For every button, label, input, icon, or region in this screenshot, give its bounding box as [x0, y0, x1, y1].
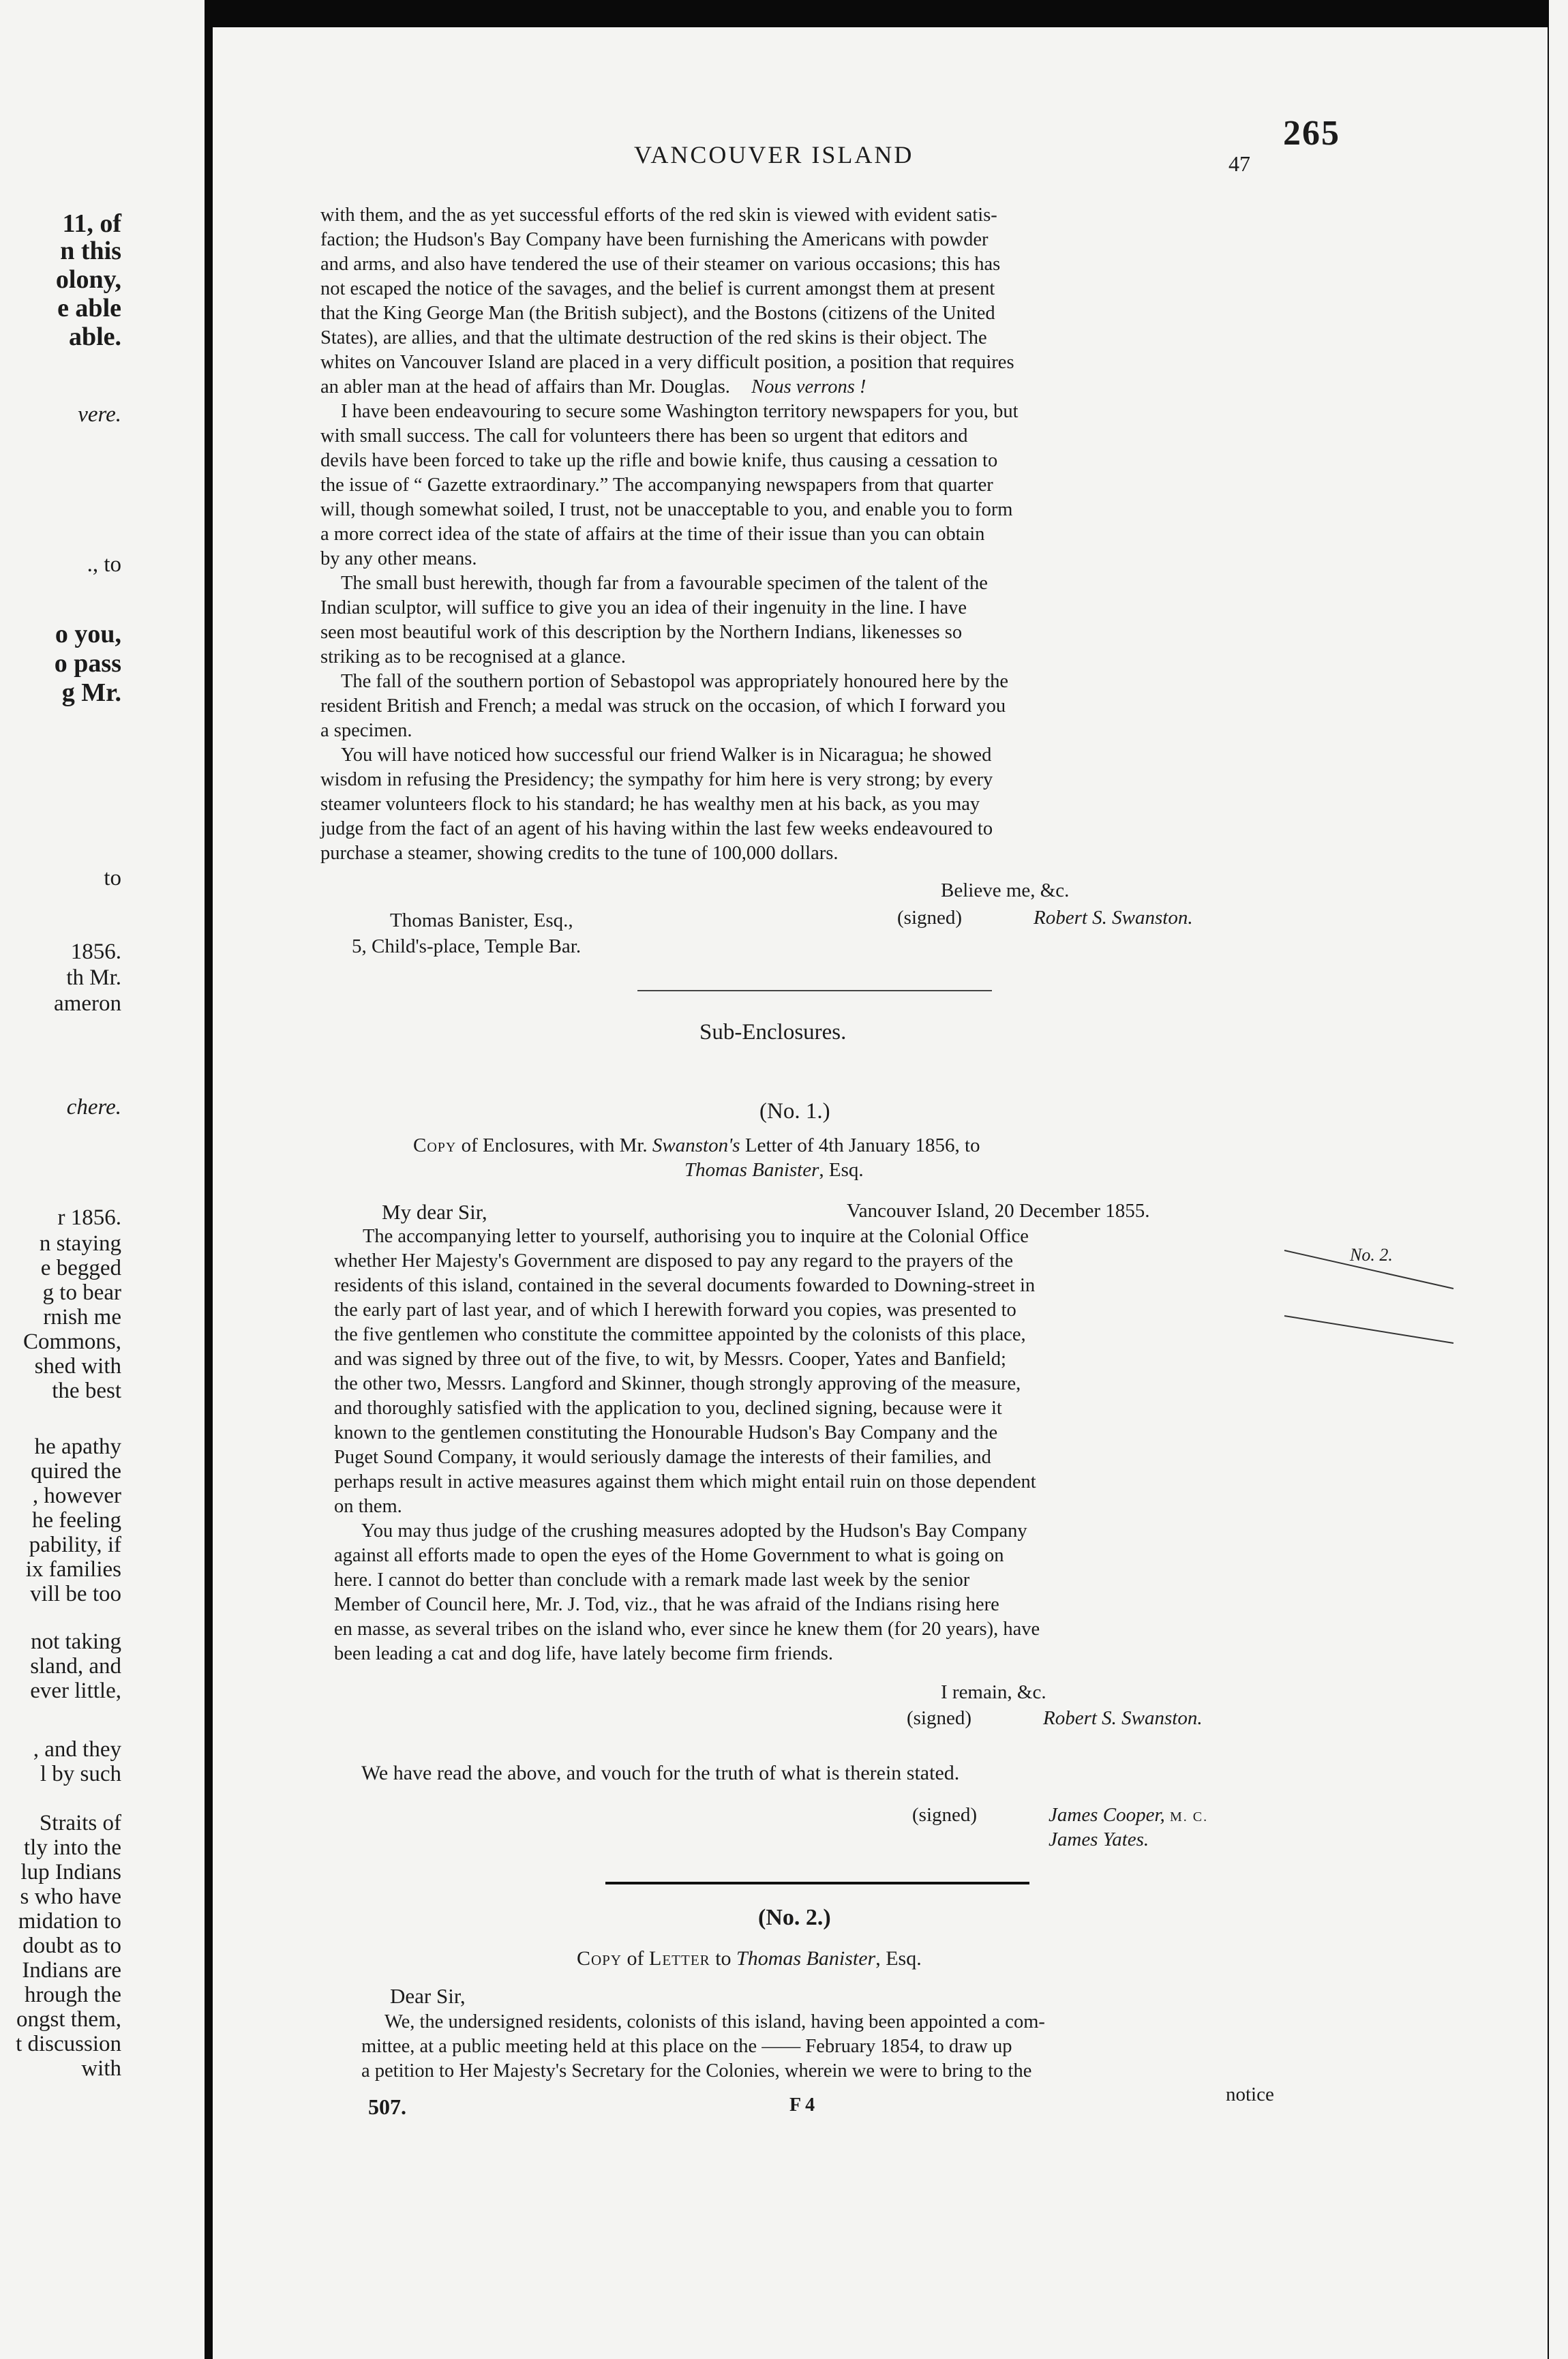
left-fragment: n staying	[39, 1231, 121, 1256]
caption-text: of Enclosures, with Mr.	[456, 1135, 652, 1156]
left-fragment: Straits of	[39, 1811, 121, 1835]
signed-label: (signed)	[907, 1707, 972, 1729]
handwritten-folio-number: 265	[1283, 114, 1340, 153]
text-line: been leading a cat and dog life, have lately become firm friends.	[334, 1643, 833, 1664]
text-line: the early part of last year, and of which I herewith forward you copies, was presented to	[334, 1299, 1016, 1321]
left-fragment: pability, if	[29, 1533, 121, 1557]
left-fragment: the best	[52, 1379, 121, 1403]
text-line: The accompanying letter to yourself, authorising you to inquire at the Colonial Office	[363, 1226, 1029, 1247]
text-line: against all efforts made to open the eyes of the Home Government to what is going on	[334, 1545, 1004, 1566]
text-line: judge from the fact of an agent of his having within the last few weeks endeavoured to	[320, 818, 993, 839]
text-line: Member of Council here, Mr. J. Tod, viz., that he was afraid of the Indians rising here	[334, 1594, 999, 1615]
catchword: notice	[1226, 2084, 1274, 2105]
left-fragment: ix families	[25, 1557, 121, 1582]
text-line: mittee, at a public meeting held at this place on the —— February 1854, to draw up	[361, 2036, 1012, 2057]
left-fragment: 1856.	[70, 940, 121, 964]
caption-text: , Esq.	[875, 1947, 922, 1970]
text-line	[320, 375, 866, 400]
left-fragment: th Mr.	[66, 965, 121, 990]
left-fragment: doubt as to	[22, 1934, 121, 1958]
text-line: perhaps result in active measures against them which might entail ruin on those dependent	[334, 1471, 1036, 1492]
text-line: that the King George Man (the British subject), and the Bostons (citizens of the United	[320, 303, 995, 324]
left-fragment: ameron	[54, 991, 121, 1016]
text-line: The fall of the southern portion of Sebastopol was appropriately honoured here by the	[341, 671, 1009, 692]
caption-text: , Esq.	[819, 1159, 864, 1181]
left-fragment: with	[81, 2056, 121, 2081]
text-line: faction; the Hudson's Bay Company have been furnishing the Americans with powder	[320, 229, 989, 250]
left-fragment: chere.	[66, 1095, 121, 1120]
text-line: I have been endeavouring to secure some Washington territory newspapers for you, but	[341, 401, 1019, 422]
caption-text: Letter of 4th January 1856, to	[740, 1135, 980, 1156]
print-number: 507.	[368, 2094, 406, 2119]
section-divider	[637, 990, 992, 991]
text-line: known to the gentlemen constituting the Honourable Hudson's Bay Company and the	[334, 1422, 998, 1443]
salutation: Dear Sir,	[390, 1984, 466, 2008]
left-fragment: Indians are	[22, 1958, 121, 1983]
left-fragment: lup Indians	[20, 1860, 121, 1884]
left-fragment: he feeling	[31, 1508, 121, 1533]
signed-label: (signed)	[897, 907, 963, 929]
page-number: 47	[1228, 151, 1250, 176]
left-fragment: n this	[60, 237, 121, 265]
left-fragment: o pass	[54, 649, 121, 678]
signer-name-text: James Cooper,	[1049, 1804, 1165, 1826]
salutation: My dear Sir,	[382, 1200, 487, 1224]
place-date: Vancouver Island, 20 December 1855.	[847, 1200, 1150, 1222]
text-line: and thoroughly satisfied with the application to you, declined signing, because were it	[334, 1398, 1002, 1419]
left-fragment: able.	[68, 322, 121, 351]
text-line: whether Her Majesty's Government are disposed to pay any regard to the prayers of the	[334, 1250, 1013, 1272]
caption-name: Swanston's	[652, 1135, 740, 1156]
left-fragment: rnish me	[43, 1305, 121, 1329]
text-line: a specimen.	[320, 720, 412, 741]
left-fragment: e able	[57, 294, 121, 322]
text-line: with small success. The call for volunteers there has been so urgent that editors and	[320, 425, 968, 447]
left-fragment: sland, and	[30, 1654, 121, 1679]
section-divider	[605, 1882, 1029, 1884]
addressee-name: Thomas Banister, Esq.,	[390, 910, 573, 931]
vouch-statement: We have read the above, and vouch for the truth of what is therein stated.	[361, 1762, 960, 1784]
text-line: You will have noticed how successful our friend Walker is in Nicaragua; he showed	[341, 745, 992, 766]
left-fragment: vill be too	[30, 1582, 121, 1606]
left-fragment: ., to	[87, 552, 121, 577]
text-line: seen most beautiful work of this description by the Northern Indians, likenesses so	[320, 622, 963, 643]
text-line: a petition to Her Majesty's Secretary for the Colonies, wherein we were to bring to the	[361, 2060, 1032, 2082]
text-line: We, the undersigned residents, colonists of this island, having been appointed a com-	[385, 2011, 1045, 2032]
enclosure-caption	[413, 1135, 980, 1157]
text-line: will, though somewhat soiled, I trust, not be unacceptable to you, and enable you to form	[320, 499, 1013, 520]
page-edge	[1549, 0, 1568, 2359]
enclosure-number: (No. 2.)	[758, 1905, 831, 1930]
text-line: en masse, as several tribes on the island who, ever since he knew them (for 20 years), have	[334, 1619, 1040, 1640]
caption-letter: Letter	[649, 1947, 710, 1970]
left-fragment: r 1856.	[57, 1205, 121, 1230]
left-fragment: olony,	[55, 265, 121, 294]
caption-copy: Copy	[577, 1947, 622, 1970]
text-line: on them.	[334, 1496, 402, 1517]
left-fragment: s who have	[20, 1884, 121, 1909]
left-fragment: Commons,	[23, 1329, 121, 1354]
addressee-address: 5, Child's-place, Temple Bar.	[352, 935, 582, 957]
signer-name: Robert S. Swanston.	[1034, 907, 1193, 929]
left-fragment: o you,	[55, 620, 121, 648]
enclosure-caption-2	[684, 1159, 864, 1182]
signer-title: M. C.	[1170, 1809, 1209, 1824]
signer-name	[1049, 1804, 1208, 1827]
text-line: the issue of “ Gazette extraordinary.” The accompanying newspapers from that quarter	[320, 475, 993, 496]
text-span: an abler man at the head of affairs than Mr. Douglas.	[320, 376, 730, 397]
text-line: here. I cannot do better than conclude with a remark made last week by the senior	[334, 1569, 970, 1591]
left-fragment: g Mr.	[61, 678, 121, 707]
closing: Believe me, &c.	[941, 880, 1070, 901]
caption-copy: Copy	[413, 1135, 457, 1156]
text-line: Puget Sound Company, it would seriously damage the interests of their families, and	[334, 1447, 991, 1468]
left-fragment: , and they	[33, 1737, 121, 1762]
text-line: with them, and the as yet successful efforts of the red skin is viewed with evident satis-	[320, 205, 997, 226]
margin-rules	[1282, 1241, 1459, 1350]
text-line: by any other means.	[320, 548, 477, 569]
italic-aside: Nous verrons !	[751, 376, 866, 397]
left-fragment: vere.	[78, 402, 121, 427]
left-fragment: , however	[32, 1484, 121, 1508]
text-line: striking as to be recognised at a glance.	[320, 646, 626, 667]
closing: I remain, &c.	[941, 1681, 1046, 1703]
text-line: the five gentlemen who constitute the committee appointed by the colonists of this place,	[334, 1324, 1026, 1345]
text-line: residents of this island, contained in the several documents fowarded to Downing-street in	[334, 1275, 1036, 1296]
text-line: States), are allies, and that the ultimate destruction of the red skins is their object. The	[320, 327, 987, 348]
left-fragment: he apathy	[34, 1434, 121, 1459]
signer-name: Robert S. Swanston.	[1043, 1707, 1203, 1729]
margin-note: No. 2.	[1350, 1245, 1393, 1265]
text-line: the other two, Messrs. Langford and Skinner, though strongly approving of the measure,	[334, 1373, 1021, 1394]
text-line: wisdom in refusing the Presidency; the sympathy for him here is very strong; by every	[320, 769, 993, 790]
left-fragment: ongst them,	[16, 2007, 121, 2032]
text-line: devils have been forced to take up the rifle and bowie knife, thus causing a cessation to	[320, 450, 998, 471]
text-line: resident British and French; a medal was struck on the occasion, of which I forward you	[320, 695, 1006, 717]
left-fragment: hrough the	[24, 1983, 121, 2007]
text-line: and arms, and also have tendered the use of their steamer on various occasions; this has	[320, 254, 1001, 275]
enclosure-caption	[577, 1947, 922, 1970]
text-line: whites on Vancouver Island are placed in a very difficult position, a position that requires	[320, 352, 1014, 373]
caption-name: Thomas Banister	[684, 1159, 819, 1181]
left-fragment: not taking	[31, 1629, 121, 1654]
signer-name: James Yates.	[1049, 1829, 1149, 1850]
text-line: a more correct idea of the state of affairs at the time of their issue than you can obtain	[320, 524, 985, 545]
left-fragment: ever little,	[30, 1679, 121, 1703]
text-line: Indian sculptor, will suffice to give you an idea of their ingenuity in the line. I have	[320, 597, 967, 618]
caption-text: of	[622, 1947, 650, 1970]
signed-label: (signed)	[912, 1804, 978, 1826]
left-fragment: e begged	[40, 1256, 121, 1280]
left-fragment: g to bear	[42, 1280, 121, 1305]
signature-mark: F 4	[789, 2094, 815, 2116]
text-line: not escaped the notice of the savages, and the belief is current amongst them at present	[320, 278, 995, 299]
caption-text: to	[710, 1947, 737, 1970]
left-fragment: midation to	[18, 1909, 121, 1934]
left-fragment: t discussion	[16, 2032, 121, 2056]
left-fragment: tly into the	[24, 1835, 121, 1860]
enclosure-number: (No. 1.)	[759, 1099, 830, 1124]
left-page-fragment	[0, 0, 205, 2359]
left-fragment: quired the	[31, 1459, 121, 1484]
left-fragment: shed with	[34, 1354, 121, 1379]
left-fragment: l by such	[40, 1762, 121, 1786]
sub-enclosures-heading: Sub-Enclosures.	[699, 1020, 847, 1045]
text-line: You may thus judge of the crushing measures adopted by the Hudson's Bay Company	[361, 1520, 1027, 1542]
text-line: steamer volunteers flock to his standard; he has wealthy men at his back, as you may	[320, 794, 980, 815]
left-fragment: to	[104, 866, 121, 890]
running-title: VANCOUVER ISLAND	[634, 141, 914, 168]
text-line: purchase a steamer, showing credits to the tune of 100,000 dollars.	[320, 843, 839, 864]
caption-name: Thomas Banister	[736, 1947, 876, 1970]
text-line: The small bust herewith, though far from a favourable specimen of the talent of the	[341, 573, 988, 594]
left-fragment: 11, of	[62, 209, 121, 238]
text-line: and was signed by three out of the five, to wit, by Messrs. Cooper, Yates and Banfield;	[334, 1349, 1006, 1370]
